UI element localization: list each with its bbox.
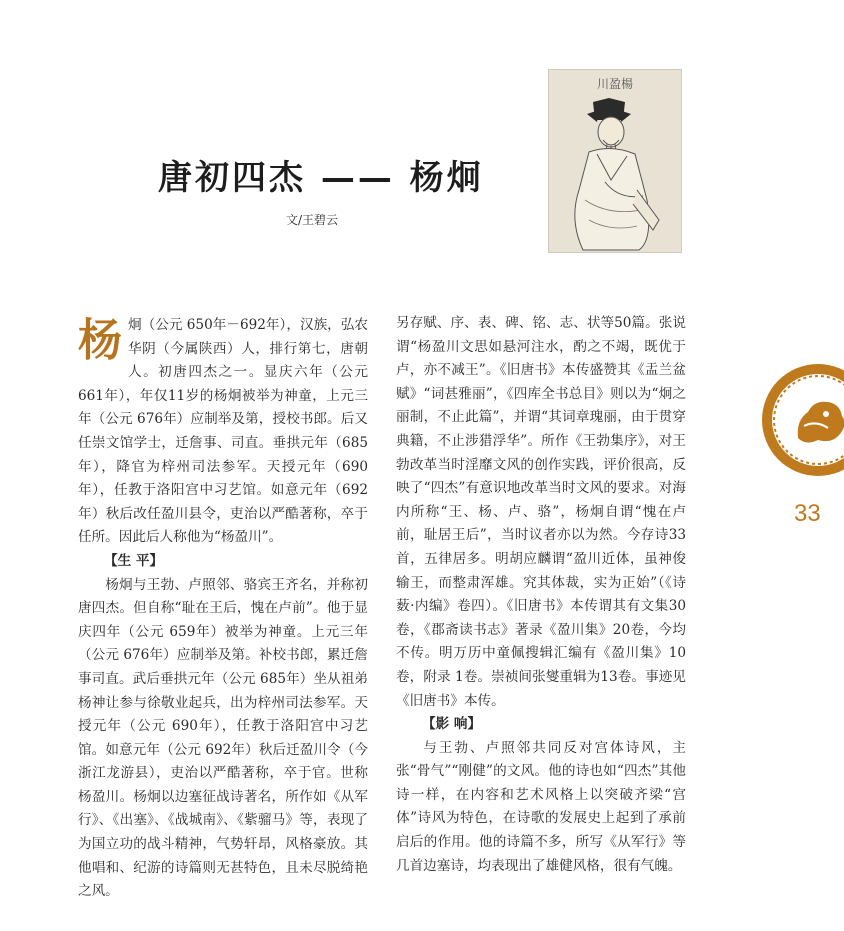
page-number: 33: [794, 500, 821, 527]
drop-cap: 杨: [78, 315, 122, 366]
intro-text: 炯（公元 650年－692年），汉族，弘农华阴（今属陕西）人，排行第七，唐朝 人。初唐四杰之一。显庆六年（公元 661年），年仅11岁的杨炯被举为神童，上元三年（公元 676年）应制举及第，授校书郎。后又任崇文馆学士，迁詹事、司直。垂拱元年（685年），降官为梓州司法参军。天授元年（690年），任教于洛阳宫中习艺馆。如意元年（692年）秋后改任盈川县令，吏治以严酷著称，卒于任所。因此后人称他为“杨盈川”。: [78, 317, 368, 546]
portrait-caption: 川盈楊: [596, 77, 634, 91]
scholar-portrait-illustration: [549, 70, 681, 252]
portrait-image: [548, 69, 682, 253]
decorative-emblem-icon: [758, 360, 844, 480]
article-title: 唐初四杰 —— 杨炯: [158, 158, 484, 198]
influence-paragraph: 与王勃、卢照邻共同反对宫体诗风，主张“骨气”“刚健”的文风。他的诗也如“四杰”其他诗一样，在内容和艺术风格上以突破齐梁“宫体”诗风为特色，在诗歌的发展史上起到了承前启后的作用。他的诗篇不多，所写《从军行》等几首边塞诗，均表现出了雄健风格，很有气魄。: [396, 739, 686, 874]
life-paragraph: 杨炯与王勃、卢照邻、骆宾王齐名，并称初唐四杰。但自称“耻在王后，愧在卢前”。他于显庆四年（公元 659年）被举为神童。上元三年（公元 676年）应制举及第。补校书郎，累迁詹事司直。武后垂拱元年（公元 685年）坐从祖弟杨神让参与徐敬业起兵，出为梓州司法参军。天授元年（公元 690年），任教于洛阳宫中习艺馆。如意元年（公元 692年）秋后迁盈川令（今浙江龙游县），吏治以严酷著称，卒于官。世称杨盈川。杨炯以边塞征战诗著名，所作如《从军行》、《出塞》、《战城南》、《紫骝马》等，表现了为国立功的战斗精神，气势轩昂，风格豪放。其他唱和、纪游的诗篇则无甚特色，且未尽脱绮艳之风。: [78, 576, 368, 900]
section-heading-life: 【生 平】: [104, 552, 164, 569]
life-paragraph-continued: 另存赋、序、表、碑、铭、志、状等50篇。张说谓“杨盈川文思如悬河注水，酌之不竭，既优于卢，亦不减王”。《旧唐书》本传盛赞其《盂兰盆赋》“词甚雅丽”，《四库全书总目》则以为“炯之丽制，不止此篇”，并谓“其词章瑰丽，由于贯穿典籍，不止涉猎浮华”。所作《王勃集序》，对王勃改革当时淫靡文风的创作实践，评价很高，反映了“四杰”有意识地改革当时文风的要求。对海内所称“王、杨、卢、骆”，杨炯自谓“愧在卢前，耻居王后”，当时议者亦以为然。今存诗33首，五律居多。明胡应麟谓“盈川近体，虽神俊输王，而整肃浑雄。究其体裁，实为正始”（《诗薮·内编》卷四）。《旧唐书》本传谓其有文集30卷，《郡斋读书志》著录《盈川集》20卷，今均不传。明万历中童佩搜辑汇编有《盈川集》10卷，附录 1卷。崇祯间张燮重辑为13卷。事迹见《旧唐书》本传。: [396, 315, 686, 709]
left-column: [78, 314, 368, 904]
author-byline: 文/王碧云: [286, 213, 339, 227]
right-column: [396, 312, 686, 878]
intro-paragraph: [78, 314, 368, 550]
section-heading-influence: 【影 响】: [422, 716, 482, 733]
